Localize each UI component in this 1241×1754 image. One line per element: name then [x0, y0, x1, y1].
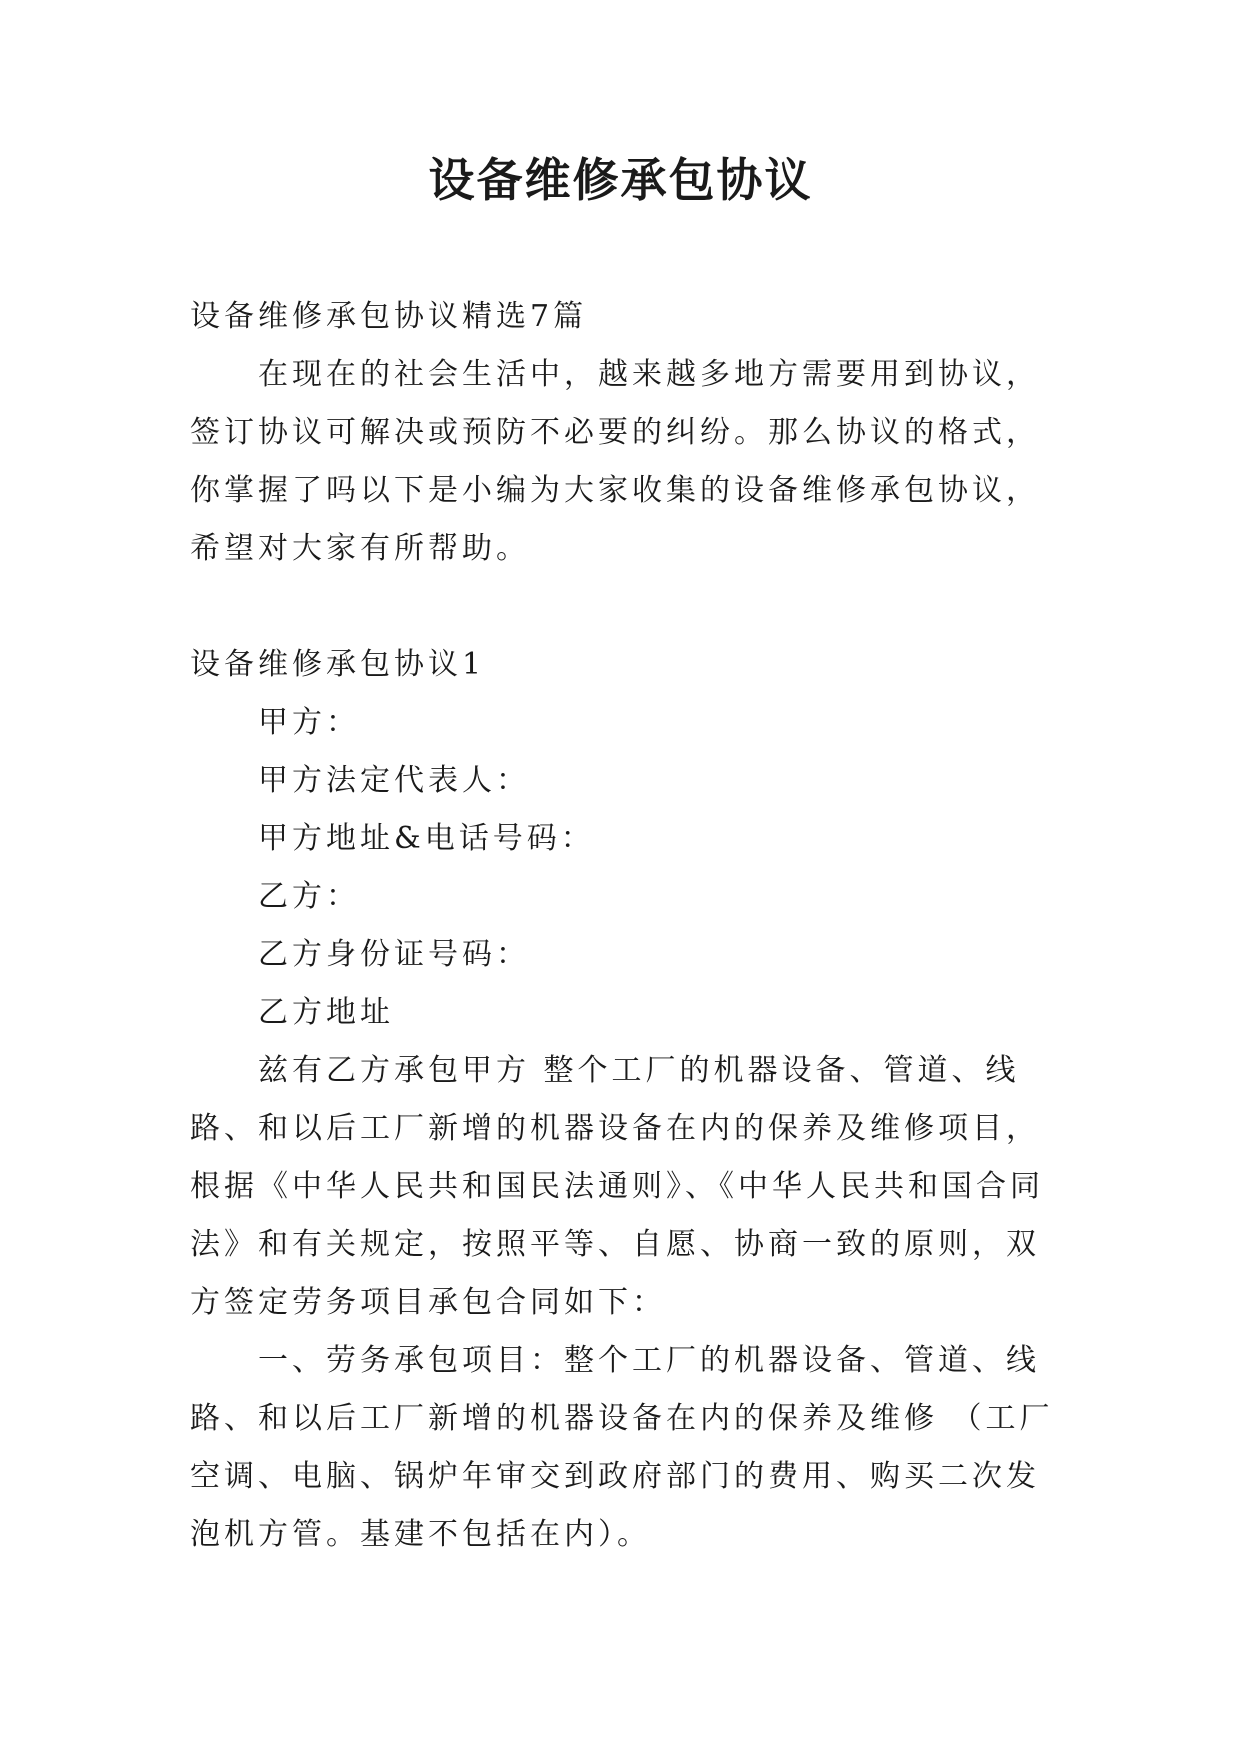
party-b-address-line: 乙方地址 — [258, 995, 394, 1030]
party-b-line: 乙方： — [258, 879, 360, 914]
intro-paragraph: 在现在的社会生活中，越来越多地方需要用到协议，签订协议可解决或预防不必要的纠纷。那么协议的格式，你掌握了吗以下是小编为大家收集的设备维修承包协议，希望对大家有所帮助。 — [190, 357, 1040, 566]
party-b-id-line: 乙方身份证号码： — [258, 937, 530, 972]
party-a-contact-line: 甲方地址&电话号码： — [258, 821, 595, 856]
contract-preamble-paragraph: 兹有乙方承包甲方 整个工厂的机器设备、管道、线路、和以后工厂新增的机器设备在内的保养及维修项目，根据《中华人民共和国民法通则》、《中华人民共和国合同法》和有关规定，按照平等、自愿、协商一致的原则，双方签定劳务项目承包合同如下： — [190, 1053, 1044, 1320]
section-heading: 设备维修承包协议1 — [190, 647, 486, 682]
document-title: 设备维修承包协议 — [428, 153, 813, 207]
paragraph-spacer — [190, 578, 1060, 636]
party-a-representative-line: 甲方法定代表人： — [258, 763, 530, 798]
document-subtitle: 设备维修承包协议精选7篇 — [190, 299, 588, 334]
party-a-line: 甲方： — [258, 705, 360, 740]
clause-one-paragraph: 一、劳务承包项目：整个工厂的机器设备、管道、线路、和以后工厂新增的机器设备在内的保养及维修 （工厂空调、电脑、锅炉年审交到政府部门的费用、购买二次发泡机方管。基建不包括在内）。 — [190, 1343, 1054, 1552]
document-body — [190, 288, 1060, 1564]
